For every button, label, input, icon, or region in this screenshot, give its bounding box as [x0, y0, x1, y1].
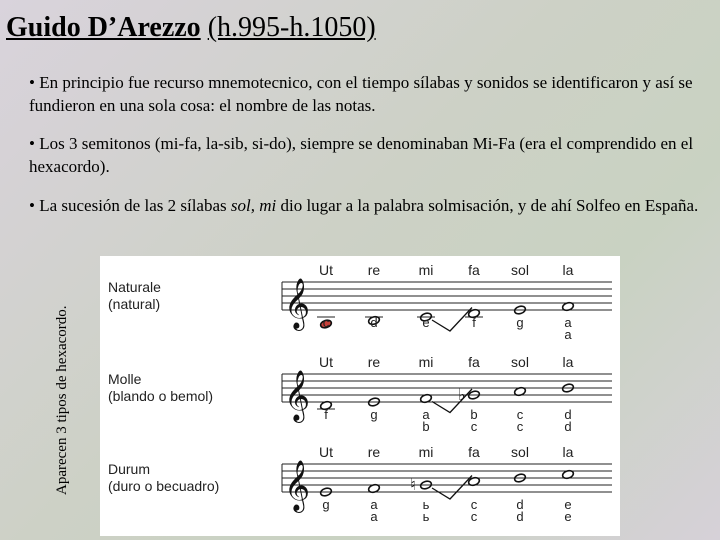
note-letter-2-r1-1: a	[370, 497, 378, 512]
semitone-bracket-1	[432, 389, 472, 413]
syllable-2-0: Ut	[319, 444, 333, 460]
bullet-solmisation-start: • La sucesión de las 2 sílabas	[29, 196, 231, 215]
note-letter-0-r2-5: a	[564, 327, 572, 342]
bullet-semitones: • Los 3 semitonos (mi-fa, la-sib, si-do), siempre se denominaban Mi-Fa (era el comprendido en el hexacordo).	[29, 134, 694, 176]
note-letter-0-r1-5: a	[564, 315, 572, 330]
treble-clef-2: 𝄞	[284, 460, 311, 511]
bullet-solmisation	[29, 194, 699, 217]
syllable-0-0: Ut	[319, 262, 333, 278]
note-letter-0-r1-1: d	[370, 315, 378, 330]
hexachord-figure	[100, 256, 620, 536]
syllable-1-2: mi	[418, 354, 434, 370]
note-letter-1-r2-4: c	[516, 419, 524, 434]
note-letter-2-r1-2: ь	[422, 497, 430, 512]
accidental-2: ♮	[410, 475, 416, 494]
bullet-solmisation-end: dio lugar a la palabra solmisación, y de ahí Solfeo en España.	[276, 196, 699, 215]
note-letter-0-r1-4: g	[516, 315, 524, 330]
syllable-1-5: la	[562, 354, 574, 370]
hexachord-diagram	[100, 256, 620, 536]
syllable-0-3: fa	[468, 262, 480, 278]
syllable-2-1: re	[367, 444, 381, 460]
hexachord-name-2-line-1: (duro o becuadro)	[108, 478, 220, 494]
treble-clef-0: 𝄞	[284, 278, 311, 329]
bullet-solmisation-syllables: sol, mi	[230, 196, 277, 215]
syllable-0-5: la	[562, 262, 574, 278]
side-caption: Aparecen 3 tipos de hexacordo.	[54, 305, 70, 495]
note-letter-2-r2-4: d	[516, 509, 524, 524]
note-letter-0-r1-2: e	[422, 315, 430, 330]
note-letter-1-r1-5: d	[564, 407, 572, 422]
slide-title	[6, 8, 376, 48]
title-dates: (h.995-h.1050)	[207, 12, 376, 43]
syllable-1-0: Ut	[319, 354, 333, 370]
note-letter-1-r1-3: b	[470, 407, 478, 422]
note-letter-1-r1-2: a	[422, 407, 430, 422]
treble-clef-1: 𝄞	[284, 370, 311, 421]
syllable-0-1: re	[367, 262, 381, 278]
accidental-1: ♭	[458, 385, 466, 404]
note-letter-1-r1-4: c	[516, 407, 524, 422]
hexachord-name-1-line-0: Molle	[108, 371, 142, 387]
semitone-bracket-2	[432, 476, 472, 500]
semitone-bracket-0	[432, 308, 472, 332]
hexachord-name-1-line-1: (blando o bemol)	[108, 388, 214, 404]
note-letter-2-r2-2: ь	[422, 509, 430, 524]
note-letter-1-r1-1: g	[370, 407, 378, 422]
note-letter-2-r2-1: a	[370, 509, 378, 524]
syllable-0-2: mi	[418, 262, 434, 278]
bullet-mnemonic: • En principio fue recurso mnemotecnico, con el tiempo sílabas y sonidos se identificaron y así se fundieron en una sola cosa: el nombre de las notas.	[29, 73, 693, 115]
note-letter-0-r1-3: f	[472, 315, 476, 330]
title-name: Guido D’Arezzo	[6, 12, 201, 43]
hexachord-name-0-line-0: Naturale	[108, 279, 161, 295]
syllable-1-1: re	[367, 354, 381, 370]
syllable-0-4: sol	[511, 262, 529, 278]
note-letter-2-r1-4: d	[516, 497, 524, 512]
note-letter-1-r2-2: b	[422, 419, 430, 434]
syllable-1-3: fa	[468, 354, 480, 370]
syllable-2-2: mi	[418, 444, 434, 460]
syllable-2-5: la	[562, 444, 574, 460]
note-letter-2-r2-5: e	[564, 509, 572, 524]
syllable-2-3: fa	[468, 444, 480, 460]
hexachord-name-0-line-1: (natural)	[108, 296, 161, 312]
note-letter-1-r2-5: d	[564, 419, 572, 434]
hexachord-name-2-line-0: Durum	[108, 461, 151, 477]
note-letter-2-r1-3: c	[470, 497, 478, 512]
note-letter-2-r1-5: e	[564, 497, 572, 512]
syllable-2-4: sol	[511, 444, 529, 460]
note-letter-2-r2-3: c	[470, 509, 478, 524]
note-letter-1-r2-3: c	[470, 419, 478, 434]
syllable-1-4: sol	[511, 354, 529, 370]
note-letter-2-r1-0: g	[322, 497, 330, 512]
note-letter-0-r1-0: c	[322, 315, 330, 330]
note-letter-1-r1-0: f	[324, 407, 328, 422]
